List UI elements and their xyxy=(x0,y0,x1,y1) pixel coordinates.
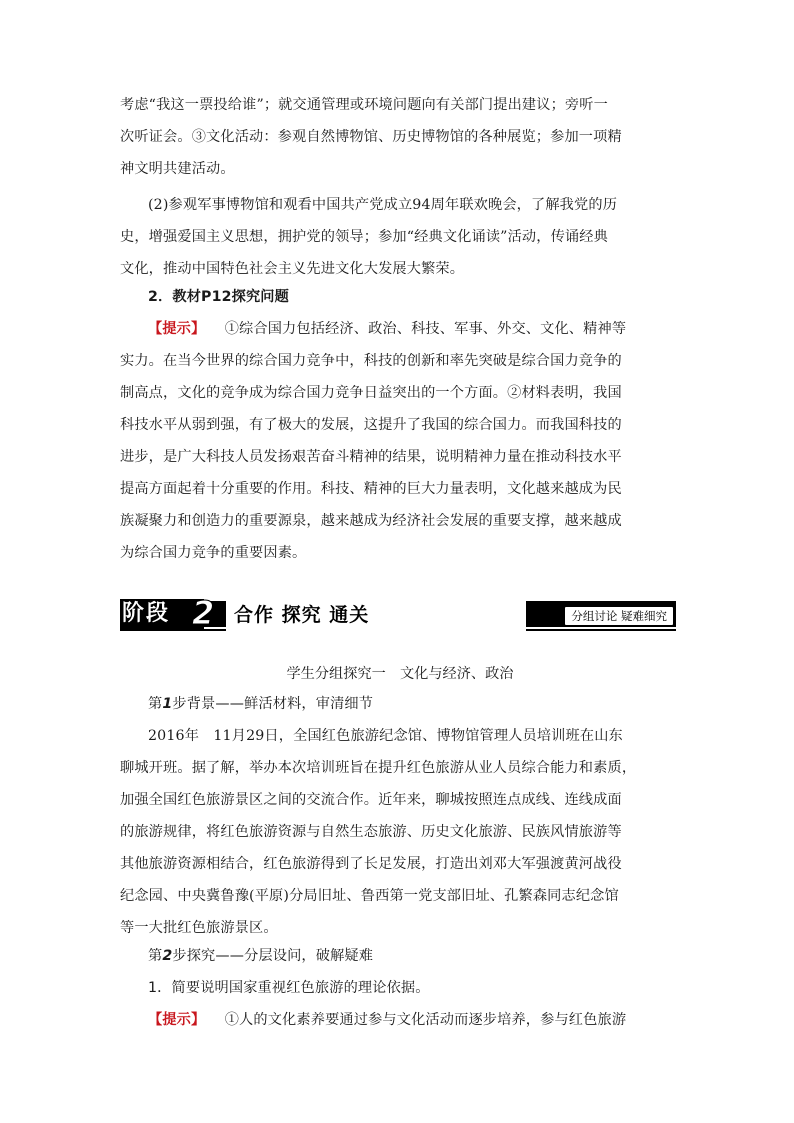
step-number: 2 xyxy=(162,948,173,964)
text-line: 实力。在当今世界的综合国力竞争中，科技的创新和率先突破是综合国力竞争的 xyxy=(120,353,622,369)
hint-paragraph xyxy=(120,319,680,339)
stage-label: 阶段 xyxy=(120,599,204,629)
text-line: 次听证会。③文化活动：参观自然博物馆、历史博物馆的各种展览；参加一项精 xyxy=(120,129,622,145)
text-line: 神文明共建活动。 xyxy=(120,161,235,177)
text-line: 考虑“我这一票投给谁”；就交通管理或环境问题向有关部门提出建议；旁听一 xyxy=(120,97,608,113)
step-1-heading xyxy=(120,694,680,714)
hint-text: ①综合国力包括经济、政治、科技、军事、外交、文化、精神等 xyxy=(224,321,627,337)
text-line: 2016年 11月29日，全国红色旅游纪念馆、博物馆管理人员培训班在山东 xyxy=(148,728,623,744)
step-title: 步探究——分层设问，破解疑难 xyxy=(172,948,374,964)
step-2-heading xyxy=(120,946,680,966)
step-prefix: 第 xyxy=(148,948,163,964)
text-line: 制高点，文化的竞争成为综合国力竞争日益突出的一个方面。②材料表明，我国 xyxy=(120,385,622,401)
text-line: 科技水平从弱到强，有了极大的发展，这提升了我国的综合国力。而我国科技的 xyxy=(120,417,622,433)
stage-banner xyxy=(120,594,676,633)
hint-paragraph xyxy=(120,1010,680,1030)
text-line: 史，增强爱国主义思想，拥护党的领导；参加“经典文化诵读”活动，传诵经典 xyxy=(120,229,608,245)
text-line: 等一大批红色旅游景区。 xyxy=(120,920,278,936)
step-title: 步背景——鲜活材料，审清细节 xyxy=(172,696,374,712)
text-line: 纪念园、中央冀鲁豫(平原)分局旧址、鲁西第一党支部旧址、孔繁森同志纪念馆 xyxy=(120,888,619,904)
question-1: 1．简要说明国家重视红色旅游的理论依据。 xyxy=(148,980,430,996)
group-title: 学生分组探究一 文化与经济、政治 xyxy=(286,666,514,682)
hint-label: 【提示】 xyxy=(148,321,206,337)
hint-text: ①人的文化素养要通过参与文化活动而逐步培养，参与红色旅游 xyxy=(224,1012,627,1028)
text-line: 加强全国红色旅游景区之间的交流合作。近年来，聊城按照连点成线、连线成面 xyxy=(120,792,622,808)
text-line: 族凝聚力和创造力的重要源泉，越来越成为经济社会发展的重要支撑，越来越成 xyxy=(120,513,622,529)
text-line: (2)参观军事博物馆和观看中国共产党成立94周年联欢晚会，了解我党的历 xyxy=(148,197,618,213)
stage-tag: 分组讨论 疑难细究 xyxy=(564,606,674,626)
stage-number: 2 xyxy=(192,594,215,632)
text-line: 为综合国力竞争的重要因素。 xyxy=(120,545,307,561)
step-number: 1 xyxy=(162,696,173,712)
text-line: 文化，推动中国特色社会主义先进文化大发展大繁荣。 xyxy=(120,261,465,277)
text-line: 提高方面起着十分重要的作用。科技、精神的巨大力量表明，文化越来越成为民 xyxy=(120,481,622,497)
hint-label: 【提示】 xyxy=(148,1012,206,1028)
question-heading: 2．教材P12探究问题 xyxy=(148,289,289,305)
stage-title: 合作 探究 通关 xyxy=(234,604,370,626)
text-line: 其他旅游资源相结合，红色旅游得到了长足发展，打造出刘邓大军强渡黄河战役 xyxy=(120,856,622,872)
step-prefix: 第 xyxy=(148,696,163,712)
text-line: 进步，是广大科技人员发扬艰苦奋斗精神的结果，说明精神力量在推动科技水平 xyxy=(120,449,622,465)
text-line: 的旅游规律，将红色旅游资源与自然生态旅游、历史文化旅游、民族风情旅游等 xyxy=(120,824,622,840)
text-line: 聊城开班。据了解，举办本次培训班旨在提升红色旅游从业人员综合能力和素质， xyxy=(120,760,637,776)
